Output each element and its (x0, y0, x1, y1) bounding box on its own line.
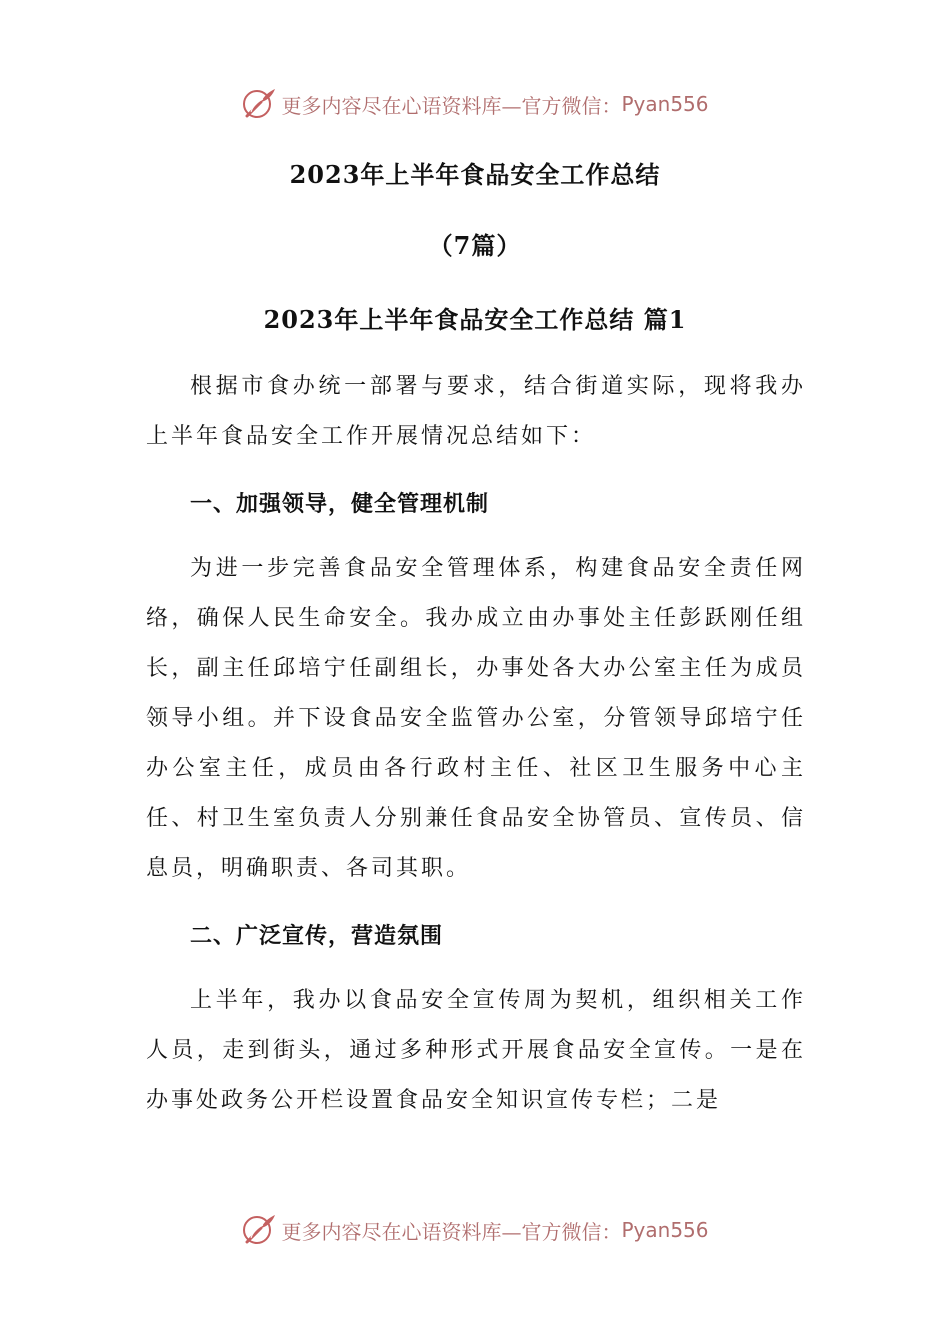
intro-paragraph: 根据市食办统一部署与要求，结合街道实际，现将我办上半年食品安全工作开展情况总结如下： (146, 374, 806, 449)
document-body (146, 362, 806, 1126)
section-paragraph: 为进一步完善食品安全管理体系，构建食品安全责任网络，确保人民生命安全。我办成立由办事处主任彭跃刚任组长，副主任邱培宁任副组长，办事处各大办公室主任为成员领导小组。并下设食品安全监管办公室，分管领导邱培宁任办公室主任，成员由各行政村主任、社区卫生服务中心主任、村卫生室负责人分别兼任食品安全协管员、宣传员、信息员，明确职责、各司其职。 (146, 556, 806, 881)
watermark-text: 更多内容尽在心语资料库—官方微信： (281, 93, 622, 118)
watermark-banner-bottom (0, 1210, 950, 1250)
watermark-text: 更多内容尽在心语资料库—官方微信： (281, 1219, 622, 1244)
watermark-wechat-id: Pyan556 (621, 92, 709, 116)
document-count: （7篇） (428, 231, 522, 260)
quill-logo-icon (241, 1212, 277, 1248)
section-heading: 二、广泛宣传，营造氛围 (190, 923, 444, 949)
watermark-wechat-id: Pyan556 (621, 1218, 709, 1242)
section-heading: 一、加强领导，健全管理机制 (190, 491, 490, 517)
quill-logo-icon (241, 86, 277, 122)
section-paragraph: 上半年，我办以食品安全宣传周为契机，组织相关工作人员，走到街头，通过多种形式开展食品安全宣传。一是在办事处政务公开栏设置食品安全知识宣传专栏；二是 (146, 988, 806, 1113)
document-subtitle: 2023年上半年食品安全工作总结 篇1 (263, 305, 687, 334)
document-title: 2023年上半年食品安全工作总结 (289, 160, 661, 189)
watermark-banner-top (0, 84, 950, 124)
